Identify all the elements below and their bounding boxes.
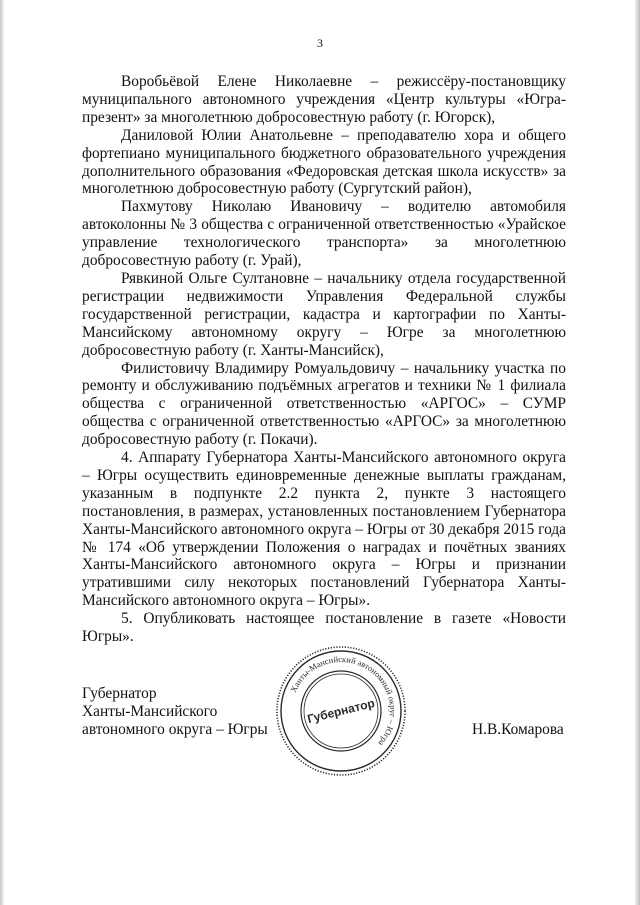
award-paragraph-danilova: Даниловой Юлии Анатольевне – преподавателю хора и общего фортепиано муниципального бюджетного образовательного учреждения дополнительного образования «Федоровская детская школа искусств» за многолетнюю добросовестную работу (Сургутский район), [82, 126, 566, 198]
document-body [82, 73, 566, 646]
signatory-name: Н.В.Комарова [472, 721, 564, 738]
signatory-position-line-2: Ханты-Мансийского [82, 703, 218, 720]
seal-center-text: Губернатор [305, 695, 377, 727]
seal-ring-text: Ханты-Мансийский автономный округ – Югра [288, 653, 399, 749]
seal-graphic [272, 642, 410, 780]
page-edge-shadow-left [0, 0, 4, 905]
official-seal [272, 642, 410, 780]
clause-4-payments: 4. Аппарату Губернатора Ханты-Мансийского автономного округа – Югры осуществить единовременные денежные выплаты гражданам, указанным в подпункте 2.2 пункта 2, пункте 3 настоящего постановления, в размерах, установленных постановлением Губернатора Ханты-Мансийского автономного округа – Югры от 30 декабря 2015 года № 174 «Об утверждении Положения о наградах и почётных званиях Ханты-Мансийского автономного округа – Югры и признании утратившими силу некоторых постановлений Губернатора Ханты-Мансийского автономного округа – Югры». [82, 449, 566, 610]
page-edge-shadow-right [635, 0, 640, 905]
award-paragraph-vorobyova: Воробьёвой Елене Николаевне – режиссёру-постановщику муниципального автономного учреждения «Центр культуры «Югра-презент» за многолетнюю добросовестную работу (г. Югорск), [82, 73, 566, 126]
page-number: 3 [317, 36, 323, 50]
award-paragraph-pakhmutov: Пахмутову Николаю Ивановичу – водителю автомобиля автоколонны № 3 общества с ограниченной ответственностью «Урайское управление технологического транспорта» за многолетнюю добросовестную работу (г. Урай), [82, 198, 566, 270]
signatory-position-line-1: Губернатор [82, 685, 157, 702]
award-paragraph-filistovich: Филистовичу Владимиру Ромуальдовичу – начальнику участка по ремонту и обслуживанию подъёмных агрегатов и техники № 1 филиала общества с ограниченной ответственностью «АРГОС» – СУМР общества с ограниченной ответственностью «АРГОС» за многолетнюю добросовестную работу (г. Покачи). [82, 359, 566, 449]
award-paragraph-ryavkina: Рявкиной Ольге Султановне – начальнику отдела государственной регистрации недвижимости Управления Федеральной службы государственной регистрации, кадастра и картографии по Ханты-Мансийскому автономному округу – Югре за многолетнюю добросовестную работу (г. Ханты-Мансийск), [82, 269, 566, 359]
signatory-position-line-3: автономного округа – Югры [82, 721, 268, 738]
clause-5-publication: 5. Опубликовать настоящее постановление в газете «Новости Югры». [82, 610, 566, 646]
signatory-position [82, 685, 268, 739]
